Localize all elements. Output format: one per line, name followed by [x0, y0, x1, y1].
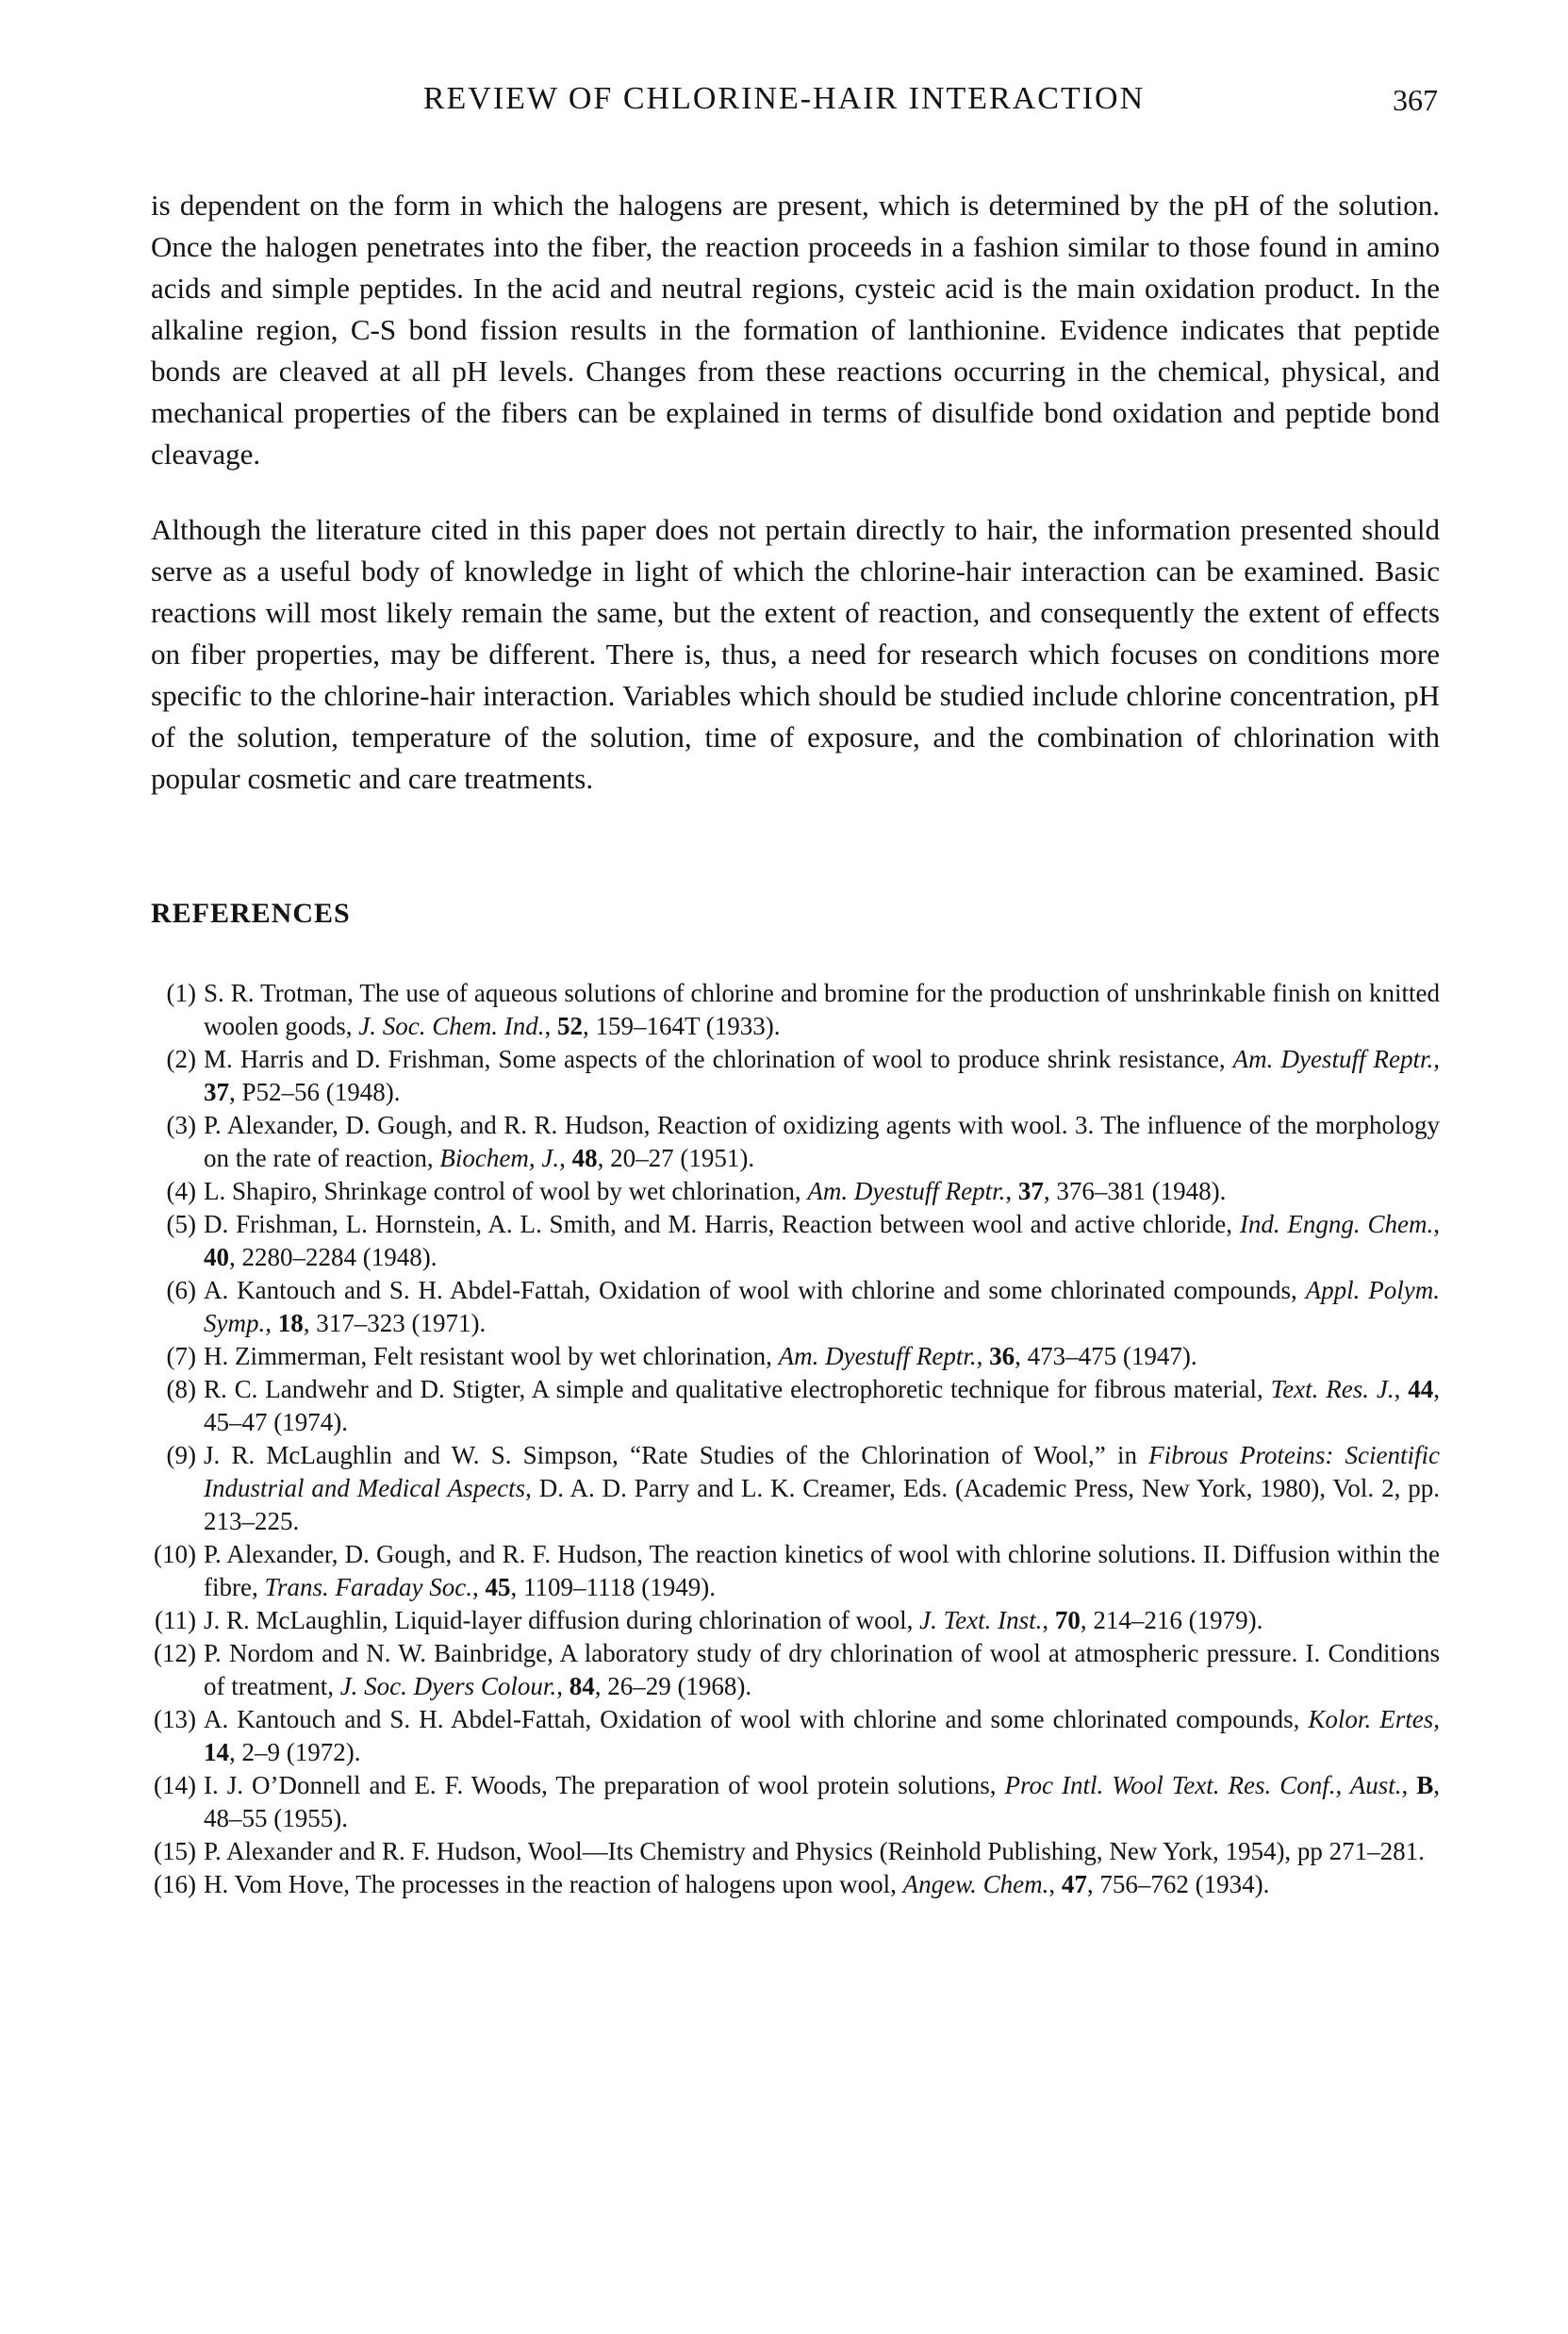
reference-number: (9) [166, 1441, 196, 1469]
reference-item [151, 1274, 1440, 1340]
reference-text: P. Alexander and R. F. Hudson, Wool—Its Chemistry and Physics (Reinhold Publishing, New York, 1954), pp 271–281. [204, 1837, 1425, 1865]
reference-text: L. Shapiro, Shrinkage control of wool by wet chlorination, Am. Dyestuff Reptr., 37, 376–381 (1948). [204, 1177, 1227, 1205]
reference-number: (6) [166, 1276, 196, 1304]
reference-text: H. Vom Hove, The processes in the reaction of halogens upon wool, Angew. Chem., 47, 756–762 (1934). [204, 1870, 1270, 1898]
reference-item [151, 1340, 1440, 1373]
reference-item [151, 1769, 1440, 1835]
reference-item [151, 1538, 1440, 1604]
reference-number: (1) [166, 979, 196, 1007]
reference-number: (3) [166, 1111, 196, 1139]
reference-item [151, 1868, 1440, 1901]
reference-item [151, 1208, 1440, 1274]
reference-number: (11) [155, 1606, 196, 1634]
running-head-title: REVIEW OF CHLORINE-HAIR INTERACTION [422, 81, 1146, 116]
reference-text: R. C. Landwehr and D. Stigter, A simple and qualitative electrophoretic technique for fibrous material, Text. Res. J., 44, 45–47 (1974). [204, 1375, 1441, 1436]
reference-item [151, 977, 1440, 1043]
reference-item [151, 1109, 1440, 1175]
paragraph-1: is dependent on the form in which the halogens are present, which is determined by the pH of the solution. Once the halogen penetrates into the fiber, the reaction proceeds in a fashion similar to those found in amino acids and simple peptides. In the acid and neutral regions, cysteic acid is the main oxidation product. In the alkaline region, C-S bond fission results in the formation of lanthionine. Evidence indicates that peptide bonds are cleaved at all pH levels. Changes from these reactions occurring in the chemical, physical, and mechanical properties of the fibers can be explained in terms of disulfide bond oxidation and peptide bond cleavage. [151, 189, 1440, 471]
reference-text: P. Alexander, D. Gough, and R. F. Hudson, The reaction kinetics of wool with chlorine solutions. II. Diffusion within the fibre, Trans. Faraday Soc., 45, 1109–1118 (1949). [204, 1540, 1440, 1601]
page-number: 367 [1393, 83, 1438, 117]
reference-text: I. J. O’Donnell and E. F. Woods, The preparation of wool protein solutions, Proc Intl. Wool Text. Res. Conf., Aust., B, 48–55 (1955). [204, 1771, 1440, 1832]
reference-number: (5) [166, 1210, 196, 1238]
reference-item [151, 1043, 1440, 1109]
reference-number: (7) [166, 1342, 196, 1370]
reference-item [151, 1835, 1440, 1868]
reference-text: D. Frishman, L. Hornstein, A. L. Smith, and M. Harris, Reaction between wool and active chloride, Ind. Engng. Chem., 40, 2280–2284 (1948). [204, 1210, 1440, 1271]
reference-item [151, 1604, 1440, 1637]
reference-text: A. Kantouch and S. H. Abdel-Fattah, Oxidation of wool with chlorine and some chlorinated compounds, Appl. Polym. Symp., 18, 317–323 (1971). [204, 1276, 1440, 1337]
reference-number: (10) [154, 1540, 196, 1568]
reference-item [151, 1703, 1440, 1769]
reference-text: P. Alexander, D. Gough, and R. R. Hudson, Reaction of oxidizing agents with wool. 3. The influence of the morphology on the rate of reaction, Biochem, J., 48, 20–27 (1951). [204, 1111, 1440, 1172]
reference-number: (15) [154, 1837, 196, 1865]
reference-item [151, 1637, 1440, 1703]
reference-number: (16) [154, 1870, 196, 1898]
reference-number: (2) [166, 1045, 196, 1073]
reference-item [151, 1439, 1440, 1538]
reference-text: A. Kantouch and S. H. Abdel-Fattah, Oxidation of wool with chlorine and some chlorinated compounds, Kolor. Ertes, 14, 2–9 (1972). [204, 1705, 1440, 1766]
reference-text: H. Zimmerman, Felt resistant wool by wet chlorination, Am. Dyestuff Reptr., 36, 473–475 (1947). [204, 1342, 1197, 1370]
reference-text: J. R. McLaughlin and W. S. Simpson, “Rate Studies of the Chlorination of Wool,” in Fibrous Proteins: Scientific Industrial and Medical Aspects, D. A. D. Parry and L. K. Creamer, Eds. (Academic Press, New York, 1980), Vol. 2, pp. 213–225. [204, 1441, 1441, 1535]
reference-item [151, 1373, 1440, 1439]
reference-number: (13) [154, 1705, 196, 1733]
reference-text: S. R. Trotman, The use of aqueous solutions of chlorine and bromine for the production of unshrinkable finish on knitted woolen goods, J. Soc. Chem. Ind., 52, 159–164T (1933). [204, 979, 1440, 1040]
references-list [151, 977, 1440, 1901]
reference-text: M. Harris and D. Frishman, Some aspects of the chlorination of wool to produce shrink resistance, Am. Dyestuff Reptr., 37, P52–56 (1948). [204, 1045, 1440, 1106]
reference-item [151, 1175, 1440, 1208]
paragraph-2: Although the literature cited in this paper does not pertain directly to hair, the information presented should serve as a useful body of knowledge in light of which the chlorine-hair interaction can be examined. Basic reactions will most likely remain the same, but the extent of reaction, and consequently the extent of effects on fiber properties, may be different. There is, thus, a need for research which focuses on conditions more specific to the chlorine-hair interaction. Variables which should be studied include chlorine concentration, pH of the solution, temperature of the solution, time of exposure, and the combination of chlorination with popular cosmetic and care treatments. [151, 513, 1440, 795]
reference-number: (12) [154, 1639, 196, 1667]
reference-text: J. R. McLaughlin, Liquid-layer diffusion during chlorination of wool, J. Text. Inst., 70, 214–216 (1979). [204, 1606, 1263, 1634]
reference-number: (14) [154, 1771, 196, 1799]
page-body [151, 185, 1440, 1901]
reference-number: (8) [166, 1375, 196, 1403]
references-heading: REFERENCES [151, 898, 351, 929]
reference-number: (4) [166, 1177, 196, 1205]
reference-text: P. Nordom and N. W. Bainbridge, A laboratory study of dry chlorination of wool at atmospheric pressure. I. Conditions of treatment, J. Soc. Dyers Colour., 84, 26–29 (1968). [204, 1639, 1440, 1700]
